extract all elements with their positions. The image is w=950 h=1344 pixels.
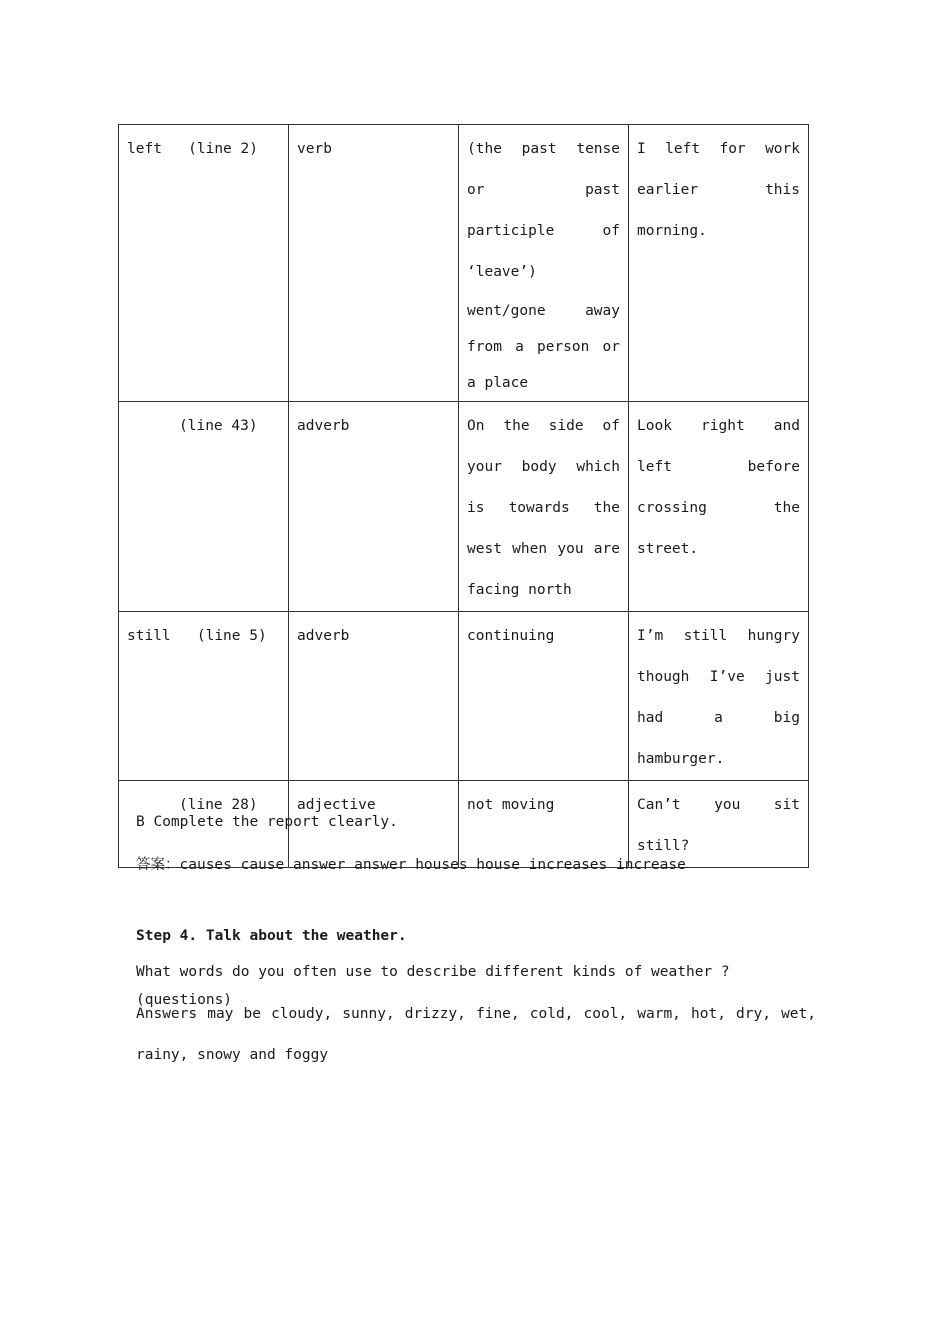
part-of-speech-cell [289,125,459,402]
question-text: What words do you often use to describe different kinds of weather ? (questions) [136,964,730,1008]
definition-cell [459,612,629,781]
example-cell [629,612,809,781]
line-ref: (line 5) [196,628,267,644]
part-of-speech-cell [289,612,459,781]
example-cell [629,402,809,612]
table-row [119,125,809,402]
definition-cell [459,125,629,402]
part-of-speech: verb [297,141,332,157]
part-of-speech: adverb [297,628,350,644]
section-b-heading: B Complete the report clearly. [136,814,398,830]
example-sentence: Look right and left before crossing the street. [637,418,800,557]
step-heading: Step 4. Talk about the weather. [136,928,407,944]
definition-cell [459,402,629,612]
vocabulary-table [118,124,809,868]
definition-text: continuing [467,628,555,644]
example-sentence: I left for work earlier this morning. [637,141,800,239]
part-of-speech: adjective [297,797,376,813]
answer-line [136,845,816,886]
definition-text: (the past tense or past participle of ‘leave’) [467,141,620,280]
definition-text-secondary: went/gone away from a person or a place [467,303,620,391]
word-cell [119,125,289,402]
part-of-speech: adverb [297,418,350,434]
part-of-speech-cell [289,402,459,612]
word-cell [119,612,289,781]
table-row [119,612,809,781]
line-ref: (line 2) [188,141,258,157]
table-row [119,402,809,612]
definition-text: On the side of your body which is towards the west when you are facing north [467,418,620,598]
word-text: still [127,628,171,644]
word-text: left [127,141,162,157]
answer-prefix: 答案： [136,857,180,873]
definition-text: not moving [467,797,555,813]
weather-answers: Answers may be cloudy, sunny, drizzy, fine, cold, cool, warm, hot, dry, wet, rainy, snowy and foggy [136,1006,816,1063]
line-ref: (line 43) [179,418,258,434]
answer-words: causes cause answer answer houses house increases increase [179,857,686,873]
example-sentence: Can’t you sit still? [637,797,800,854]
example-cell [629,125,809,402]
example-sentence: I’m still hungry though I’ve just had a big hamburger. [637,628,800,767]
word-cell [119,402,289,612]
line-ref: (line 28) [179,797,258,813]
